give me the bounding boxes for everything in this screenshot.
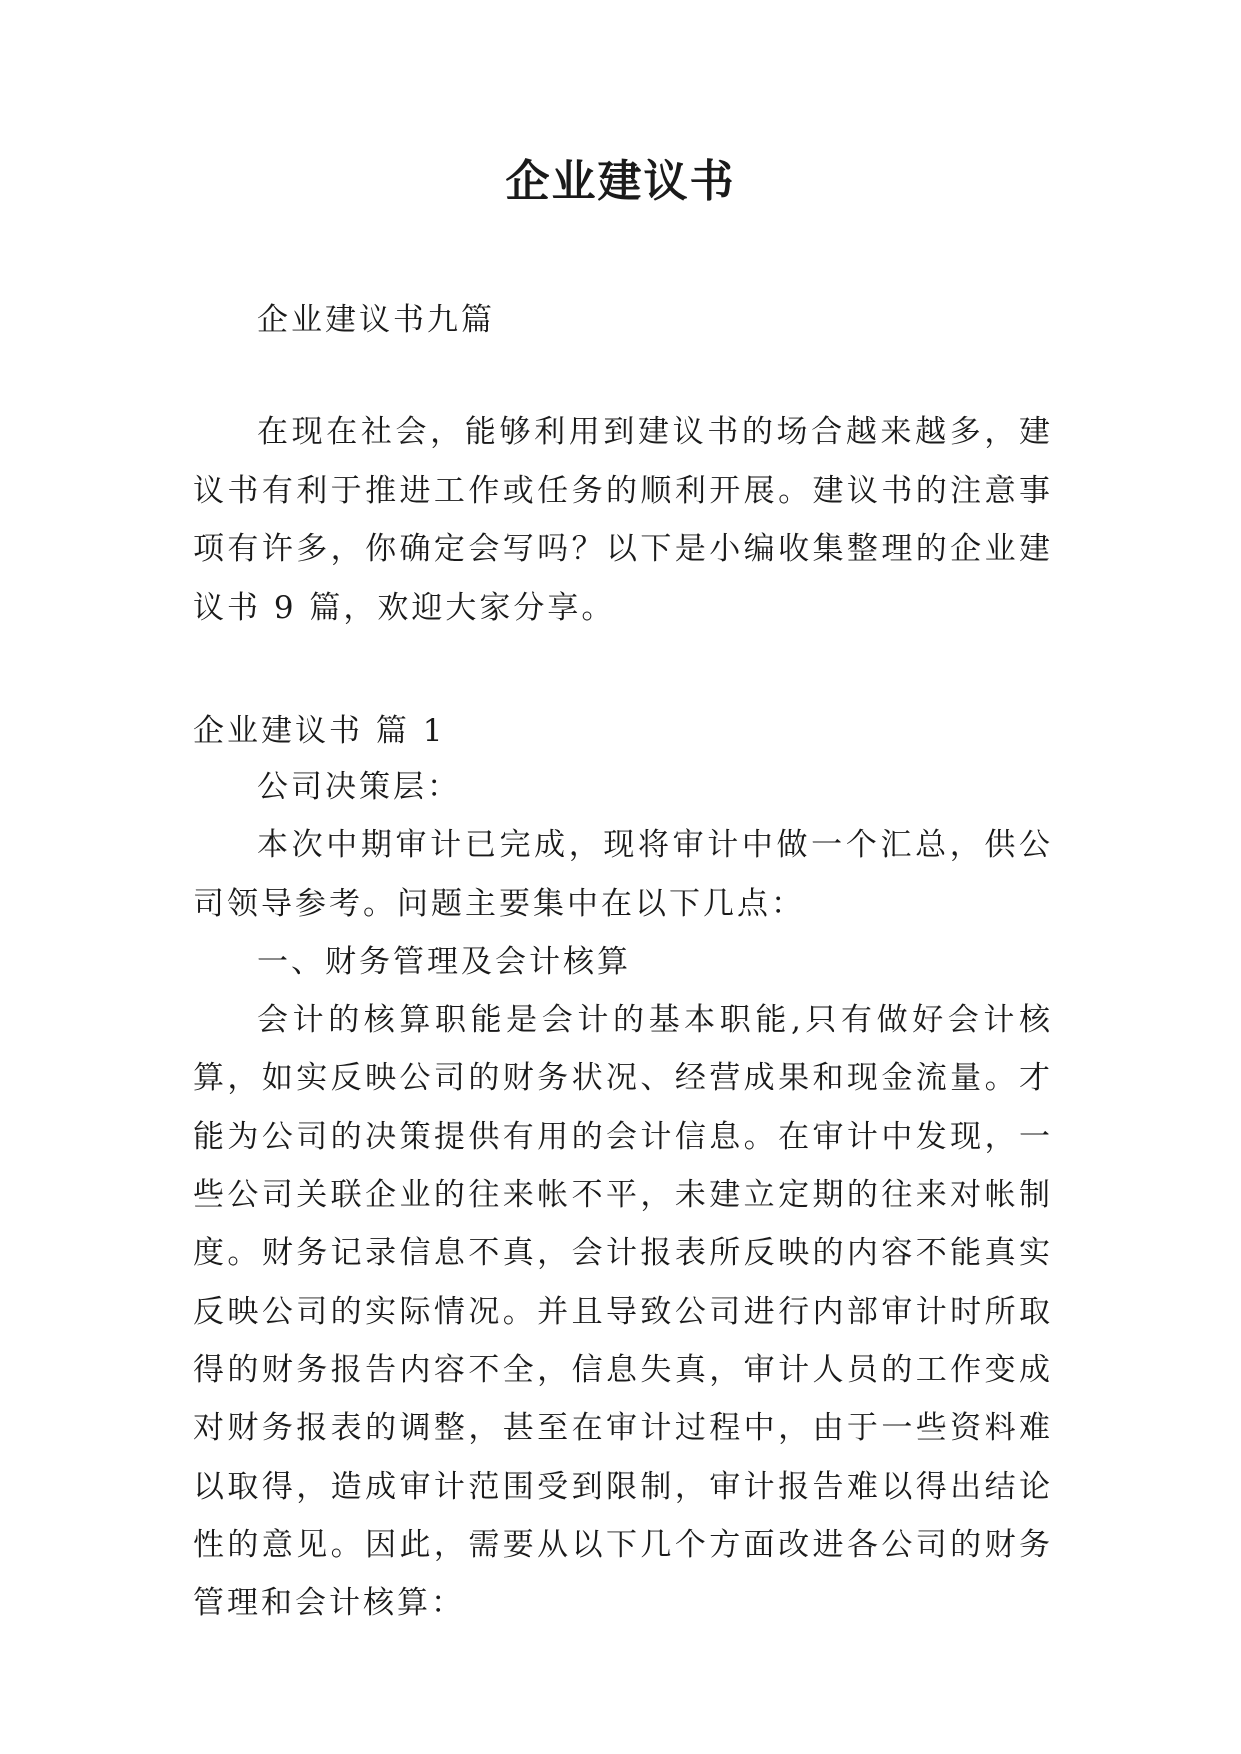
document-subtitle: 企业建议书九篇 xyxy=(257,302,495,338)
document-title: 企业建议书 xyxy=(505,156,736,207)
subsection-heading: 一、财务管理及会计核算 xyxy=(257,943,631,980)
section-heading: 企业建议书 篇 1 xyxy=(193,713,446,749)
intro-paragraph: 在现在社会，能够利用到建议书的场合越来越多，建议书有利于推进工作或任务的顺利开展。建议书的注意事项有许多，你确定会写吗？以下是小编收集整理的企业建议书 9 篇，欢迎大家分享。 xyxy=(193,414,1053,626)
section-body xyxy=(193,758,1053,1632)
body-paragraph: 本次中期审计已完成，现将审计中做一个汇总，供公司领导参考。问题主要集中在以下几点： xyxy=(193,827,1053,922)
salutation: 公司决策层： xyxy=(257,769,461,805)
body-paragraph: 会计的核算职能是会计的基本职能,只有做好会计核算，如实反映公司的财务状况、经营成果和现金流量。才能为公司的决策提供有用的会计信息。在审计中发现，一些公司关联企业的往来帐不平，未建立定期的往来对帐制度。财务记录信息不真，会计报表所反映的内容不能真实反映公司的实际情况。并且导致公司进行内部审计时所取得的财务报告内容不全，信息失真，审计人员的工作变成对财务报表的调整，甚至在审计过程中，由于一些资料难以取得，造成审计范围受到限制，审计报告难以得出结论性的意见。因此，需要从以下几个方面改进各公司的财务管理和会计核算： xyxy=(193,1002,1053,1622)
